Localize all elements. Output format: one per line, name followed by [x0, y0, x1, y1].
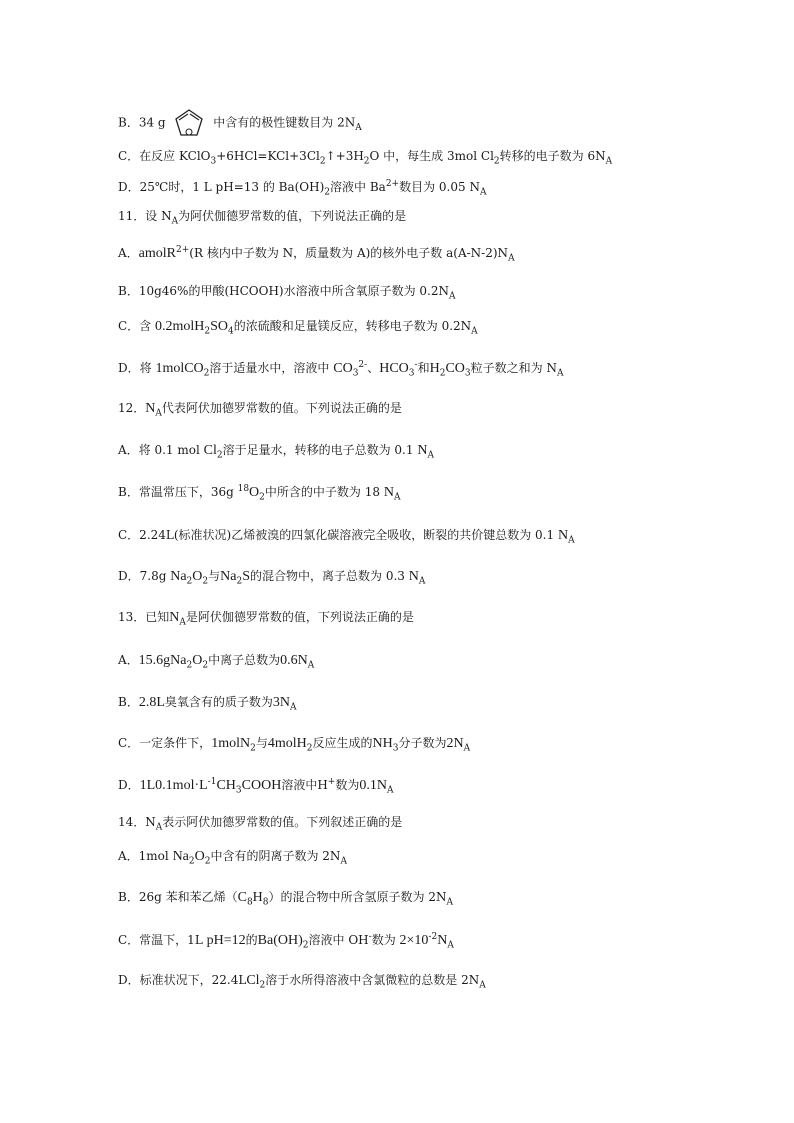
- option-b-q11: B．10g46%的甲酸(HCOOH)水溶液中所含氧原子数为 $0.2N_A$: [118, 284, 456, 302]
- question-11: 11．设 $N_A$为阿伏伽德罗常数的值，下列说法正确的是: [118, 209, 407, 227]
- option-b-q13: B．2.8L臭氧含有的质子数为$3N_A$: [118, 695, 297, 713]
- option-b-q10: B．34 g 中含有的极性键数目为 $2N_A$: [118, 108, 754, 130]
- option-a-q12: A．将 0.1 mol $Cl_2$溶于足量水，转移的电子总数为 0.1 $N_A$: [118, 443, 434, 461]
- option-d-q10: D．25℃时，1 L pH=13 的 $Ba(OH)_2$溶液中 $Ba^{2+}$数目为 0.05 $N_A$: [118, 179, 487, 198]
- question-14: 14．$N_A$表示阿伏加德罗常数的值。下列叙述正确的是: [118, 815, 403, 833]
- option-c-q10: C．在反应 $KClO_3+6HCl=KCl+3Cl_2↑+3H_2O$ 中，每生成 3mol $Cl_2$转移的电子数为 $6N_A$: [118, 149, 613, 167]
- option-c-q13: C．一定条件下，1molN$_2$与4molH$_2$反应生成的$NH_3$分子数为$2N_A$: [118, 736, 471, 754]
- option-d-q14: D．标准状况下，22.4LCl$_2$溶于水所得溶液中含氯微粒的总数是 $2N_A$: [118, 973, 486, 991]
- option-c-q11: C．含 $0.2molH_2SO_4$的浓硫酸和足量镁反应，转移电子数为 $0.2N_A$: [118, 319, 478, 337]
- option-d-q12: D．7.8g $Na_2O_2$与$Na_2S$的混合物中，离子总数为 0.3 $N_A$: [118, 569, 426, 587]
- option-b-q12: B．常温常压下，36g $^{18}O_2$中所含的中子数为 18 $N_A$: [118, 484, 401, 503]
- option-a-q14: A．1mol $Na_2O_2$中含有的阴离子数为 $2N_A$: [118, 849, 347, 867]
- option-c-q12: C．2.24L(标准状况)乙烯被溴的四氯化碳溶液完全吸收，断裂的共价键总数为 0.1 $N_A$: [118, 528, 575, 546]
- option-a-q11: A．amolR$^{2+}$(R 核内中子数为 N，质量数为 A)的核外电子数 $a(A-N-2)N_A$: [118, 245, 515, 264]
- option-a-q13: A．$15.6gNa_2O_2$中离子总数为$0.6N_A$: [118, 653, 315, 671]
- question-12: 12．$N_A$代表阿伏加德罗常数的值。下列说法正确的是: [118, 401, 402, 419]
- option-d-q11: D．将 1molCO$_2$溶于适量水中，溶液中 $CO_3^{2-}$、$HCO_3^-$和$H_2CO_3$粒子数之和为 $N_A$: [118, 360, 564, 379]
- option-c-q14: C．常温下，1L pH=12的$Ba(OH)_2$溶液中 OH-数为 $2\times 10^{-2}N_A$: [118, 932, 454, 951]
- furan-structure-icon: [171, 108, 207, 138]
- option-d-q13: D．$1L0.1mol\cdot L^{-1}CH_3COOH$溶液中H+数为$0.1N_A$: [118, 777, 394, 796]
- question-13: 13．已知$N_A$是阿伏伽德罗常数的值，下列说法正确的是: [118, 610, 414, 628]
- option-b-q14: B．26g 苯和苯乙烯$(C_8H_8)$的混合物中所含氢原子数为 $2N_A$: [118, 890, 453, 908]
